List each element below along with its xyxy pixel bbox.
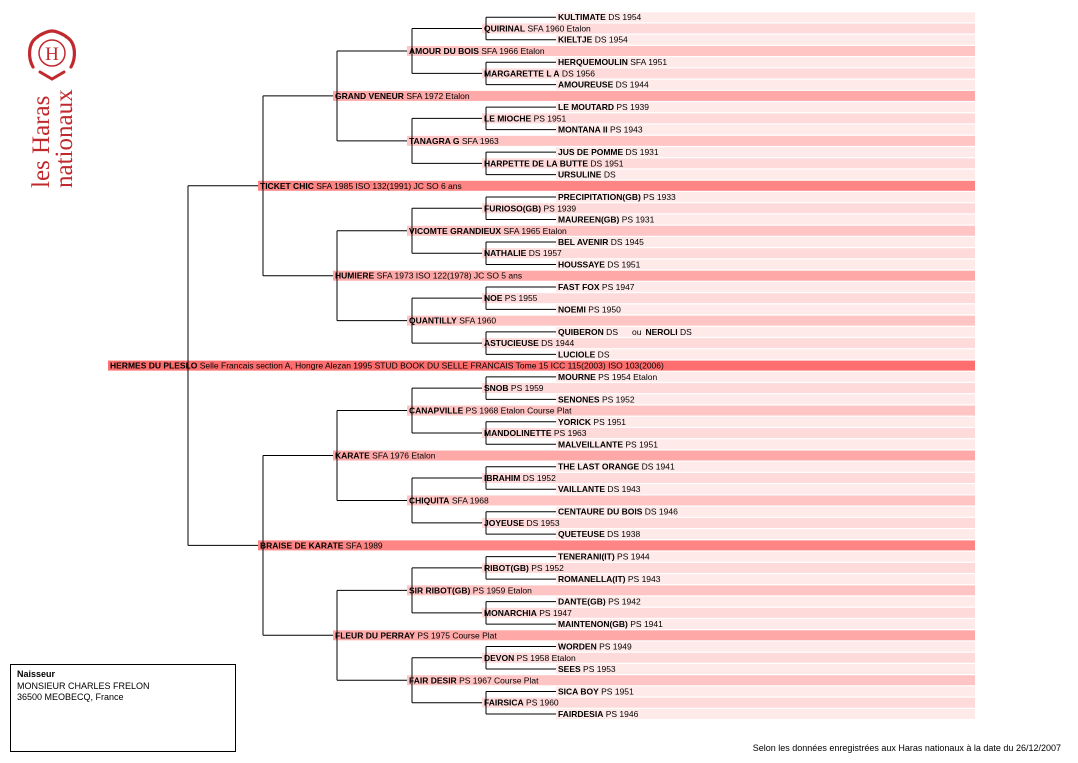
entry-label bbox=[558, 484, 641, 494]
horse-info: SFA 1963 bbox=[459, 135, 499, 146]
entry-label bbox=[409, 406, 572, 416]
horse-name: SENONES bbox=[558, 394, 600, 405]
horse-name: LUCIOLE bbox=[558, 349, 596, 360]
entry-label bbox=[484, 473, 556, 483]
pedigree-entry-gen4 bbox=[482, 473, 975, 483]
horse-name: AMOUREUSE bbox=[558, 79, 614, 90]
horse-info: SFA 1966 Etalon bbox=[478, 45, 545, 56]
horse-name: WORDEN bbox=[558, 641, 597, 652]
horse-name: KULTIMATE bbox=[558, 12, 606, 23]
horse-info: DS bbox=[595, 349, 610, 360]
alt-horse-info: DS bbox=[677, 326, 692, 337]
entry-label bbox=[484, 293, 538, 303]
entry-label bbox=[484, 113, 566, 123]
horse-name: TANAGRA G bbox=[409, 135, 460, 146]
entry-bar bbox=[482, 383, 975, 393]
horse-info: DS 1954 bbox=[605, 12, 642, 23]
horse-info: PS 1931 bbox=[619, 214, 655, 225]
pedigree-entry-gen4 bbox=[482, 293, 975, 303]
horse-info: SFA 1960 Etalon bbox=[525, 23, 591, 34]
horse-name: JUS DE POMME bbox=[558, 147, 624, 158]
horse-info: DS 1954 bbox=[592, 34, 628, 45]
horse-name: FLEUR DU PERRAY bbox=[335, 630, 415, 641]
entry-label bbox=[558, 686, 634, 696]
entry-bar bbox=[482, 293, 975, 303]
entry-label bbox=[558, 304, 621, 314]
entry-label bbox=[558, 80, 649, 90]
horse-name: QUANTILLY bbox=[409, 315, 457, 326]
horse-info: SFA 1972 Etalon bbox=[403, 90, 470, 101]
horse-info: DS 1943 bbox=[605, 484, 641, 495]
entry-label bbox=[409, 585, 532, 595]
horse-name: MAUREEN(GB) bbox=[558, 214, 620, 225]
alt-separator: ou bbox=[631, 326, 642, 337]
pedigree-entry-gen5 bbox=[556, 349, 975, 359]
entry-bar bbox=[482, 473, 975, 483]
horse-info: DS 1956 bbox=[559, 68, 596, 79]
horse-name: HUMIERE bbox=[335, 270, 375, 281]
entry-label bbox=[260, 540, 383, 550]
entry-label bbox=[335, 271, 522, 281]
horse-info: DS 1941 bbox=[639, 461, 675, 472]
horse-name: KIELTJE bbox=[558, 34, 593, 45]
entry-label bbox=[558, 125, 643, 135]
entry-label bbox=[558, 709, 639, 719]
entry-bar bbox=[556, 327, 975, 337]
horse-info: PS 1959 Etalon bbox=[470, 585, 532, 596]
horse-info: DS 1951 bbox=[588, 158, 624, 169]
alt-horse-name: NEROLI bbox=[645, 326, 678, 337]
horse-info: PS 1952 bbox=[528, 562, 564, 573]
entry-label bbox=[558, 664, 616, 674]
horse-info: SFA 1973 ISO 122(1978) JC SO 5 ans bbox=[374, 270, 523, 281]
horse-info: PS 1955 bbox=[502, 293, 538, 304]
entry-bar bbox=[556, 170, 975, 180]
horse-info: SFA 1951 bbox=[627, 57, 668, 68]
horse-name: KARATE bbox=[335, 450, 370, 461]
entry-label bbox=[484, 248, 562, 258]
horse-name: FAIR DESIR bbox=[409, 675, 457, 686]
entry-label bbox=[558, 574, 661, 584]
horse-info: PS 1942 bbox=[605, 596, 641, 607]
horse-name: CANAPVILLE bbox=[409, 405, 464, 416]
entry-label bbox=[484, 563, 564, 573]
horse-info: PS 1947 bbox=[536, 607, 572, 618]
horse-name: BRAISE DE KARATE bbox=[260, 540, 344, 551]
pedigree-entry-gen5 bbox=[556, 170, 975, 180]
horse-info: PS 1954 Etalon bbox=[595, 371, 658, 382]
horse-info: SFA 1976 Etalon bbox=[369, 450, 436, 461]
horse-name: YORICK bbox=[558, 416, 592, 427]
horse-name: THE LAST ORANGE bbox=[558, 461, 640, 472]
entry-label bbox=[484, 68, 595, 78]
horse-name: CENTAURE DU BOIS bbox=[558, 506, 643, 517]
horse-name: FURIOSO(GB) bbox=[484, 203, 542, 214]
horse-name: SICA BOY bbox=[558, 686, 599, 697]
horse-info: PS 1959 bbox=[508, 383, 544, 394]
horse-info: PS 1975 Course Plat bbox=[414, 630, 497, 641]
horse-name: GRAND VENEUR bbox=[335, 90, 404, 101]
breeder-title: Naisseur bbox=[17, 669, 56, 679]
entry-label bbox=[260, 181, 462, 191]
horse-info: PS 1939 bbox=[614, 102, 650, 113]
horse-name: QUIBERON bbox=[558, 326, 604, 337]
entry-label bbox=[558, 394, 635, 404]
horse-info: DS 1952 bbox=[520, 472, 556, 483]
horse-info: DS 1946 bbox=[642, 506, 678, 517]
horse-info: DS 1957 bbox=[526, 248, 562, 259]
entry-label bbox=[558, 12, 642, 22]
horse-info: PS 1951 bbox=[623, 439, 658, 450]
pedigree-entry-gen5 bbox=[556, 327, 975, 337]
entry-label bbox=[409, 136, 499, 146]
horse-info: PS 1967 Course Plat bbox=[456, 675, 539, 686]
horse-name: TENERANI(IT) bbox=[558, 551, 615, 562]
horse-name: NATHALIE bbox=[484, 248, 527, 259]
entry-label bbox=[335, 91, 470, 101]
footer-note: Selon les données enregistrées aux Haras nationaux à la date du 26/12/2007 bbox=[752, 743, 1061, 753]
entry-label bbox=[558, 462, 675, 472]
horse-name: LE MOUTARD bbox=[558, 102, 615, 113]
horse-info: PS 1951 bbox=[598, 686, 634, 697]
horse-name: FAIRSICA bbox=[484, 697, 524, 708]
horse-info: SFA 1989 bbox=[343, 540, 383, 551]
horse-name: MALVEILLANTE bbox=[558, 439, 624, 450]
pedigree-entry-gen5 bbox=[556, 664, 975, 674]
horse-name: HARPETTE DE LA BUTTE bbox=[484, 158, 589, 169]
entry-label bbox=[484, 383, 544, 393]
entry-label bbox=[558, 215, 655, 225]
entry-label bbox=[558, 372, 657, 382]
horse-info: PS 1960 bbox=[523, 697, 559, 708]
horse-name: SNOB bbox=[484, 383, 509, 394]
horse-info: DS 1944 bbox=[538, 338, 575, 349]
entry-label bbox=[558, 282, 635, 292]
entry-label bbox=[558, 237, 644, 247]
horse-info: SFA 1960 bbox=[456, 315, 497, 326]
entry-label bbox=[558, 552, 650, 562]
entry-label bbox=[110, 361, 664, 371]
entry-label bbox=[558, 439, 658, 449]
horse-name: TICKET CHIC bbox=[260, 180, 314, 191]
horse-info: DS 1931 bbox=[623, 147, 659, 158]
entry-label bbox=[484, 428, 587, 438]
logo-text-les-haras: les Haras bbox=[28, 95, 55, 188]
horse-name: DEVON bbox=[484, 652, 515, 663]
horse-info: DS 1945 bbox=[608, 236, 644, 247]
entry-label bbox=[558, 507, 678, 517]
horse-info: PS 1963 bbox=[551, 428, 587, 439]
entry-label bbox=[558, 192, 676, 202]
horse-name: PRECIPITATION(GB) bbox=[558, 192, 641, 203]
entry-label bbox=[409, 226, 567, 236]
horse-info: PS 1944 bbox=[614, 551, 650, 562]
entry-label bbox=[484, 338, 575, 348]
entry-label bbox=[484, 23, 591, 33]
entry-label bbox=[558, 147, 659, 157]
entry-label bbox=[558, 170, 616, 180]
entry-label bbox=[484, 608, 572, 618]
horse-info: PS 1939 bbox=[541, 203, 577, 214]
horse-name: JOYEUSE bbox=[484, 517, 525, 528]
horse-info: DS bbox=[601, 169, 616, 180]
horse-name: CHIQUITA bbox=[409, 495, 450, 506]
entry-label bbox=[335, 630, 497, 640]
horse-info: PS 1946 bbox=[603, 708, 639, 719]
entry-label bbox=[484, 203, 576, 213]
entry-label bbox=[484, 698, 559, 708]
breeder-address: 36500 MEOBECQ, France bbox=[17, 692, 124, 702]
horse-name: SIR RIBOT(GB) bbox=[409, 585, 471, 596]
horse-name: VAILLANTE bbox=[558, 484, 606, 495]
entry-label bbox=[484, 158, 624, 168]
horse-info: SFA 1965 Etalon bbox=[501, 225, 567, 236]
entry-label bbox=[558, 417, 626, 427]
entry-label bbox=[558, 57, 667, 67]
horse-name: MAINTENON(GB) bbox=[558, 619, 628, 630]
horse-info: PS 1968 Etalon Course Plat bbox=[463, 405, 572, 416]
horse-info: DS 1944 bbox=[613, 79, 649, 90]
horse-info: PS 1951 bbox=[591, 416, 627, 427]
entry-label bbox=[409, 495, 489, 505]
entry-label bbox=[484, 518, 560, 528]
entry-label bbox=[335, 451, 436, 461]
pedigree-entry-gen4 bbox=[482, 383, 975, 393]
horse-name: URSULINE bbox=[558, 169, 602, 180]
horse-name: AMOUR DU BOIS bbox=[409, 45, 479, 56]
horse-name: MARGARETTE L A bbox=[484, 68, 560, 79]
entry-label bbox=[558, 349, 610, 359]
horse-info: DS 1951 bbox=[604, 259, 641, 270]
horse-name: NOEMI bbox=[558, 304, 586, 315]
breeder-box bbox=[10, 664, 236, 752]
horse-name: QUETEUSE bbox=[558, 529, 605, 540]
entry-label bbox=[558, 259, 641, 269]
horse-name: ASTUCIEUSE bbox=[484, 338, 539, 349]
horse-info: PS 1950 bbox=[585, 304, 621, 315]
horse-info: SFA 1968 bbox=[449, 495, 489, 506]
horse-name: FAST FOX bbox=[558, 281, 600, 292]
entry-label bbox=[409, 316, 496, 326]
entry-bar bbox=[556, 664, 975, 674]
horse-name: MONTANA II bbox=[558, 124, 608, 135]
horse-name: FAIRDESIA bbox=[558, 708, 604, 719]
horse-info: PS 1943 bbox=[607, 124, 643, 135]
entry-label bbox=[484, 653, 576, 663]
horse-info: DS bbox=[603, 326, 618, 337]
horse-info: PS 1952 bbox=[599, 394, 635, 405]
horse-name: MONARCHIA bbox=[484, 607, 537, 618]
entry-bar bbox=[407, 495, 975, 505]
entry-label bbox=[558, 597, 641, 607]
horse-info: PS 1953 bbox=[580, 664, 616, 675]
horse-info: PS 1949 bbox=[596, 641, 632, 652]
horse-name: LE MIOCHE bbox=[484, 113, 532, 124]
pedigree-entry-gen3 bbox=[407, 495, 975, 505]
entry-label bbox=[558, 642, 632, 652]
horse-name: HERMES DU PLESLO bbox=[110, 360, 198, 371]
breeder-name: MONSIEUR CHARLES FRELON bbox=[17, 680, 150, 691]
horse-info: Selle Francais section A, Hongre Alezan 1995 STUD BOOK DU SELLE FRANCAIS Tome 15 ICC 115(2003) ISO 103(2006) bbox=[197, 360, 664, 371]
horse-name: MOURNE bbox=[558, 371, 596, 382]
entry-bar bbox=[556, 349, 975, 359]
horse-name: HOUSSAYE bbox=[558, 259, 605, 270]
entry-label bbox=[558, 619, 663, 629]
horse-info: DS 1953 bbox=[524, 517, 560, 528]
horse-name: QUIRINAL bbox=[484, 23, 526, 34]
horse-name: DANTE(GB) bbox=[558, 596, 606, 607]
horse-name: RIBOT(GB) bbox=[484, 562, 529, 573]
entry-label bbox=[558, 529, 640, 539]
horse-name: SEES bbox=[558, 664, 581, 675]
horse-info: PS 1958 Etalon bbox=[514, 652, 576, 663]
entry-label bbox=[558, 35, 628, 45]
logo-letter: H bbox=[45, 44, 59, 65]
horse-info: PS 1947 bbox=[599, 281, 635, 292]
horse-info: PS 1951 bbox=[531, 113, 567, 124]
horse-name: IBRAHIM bbox=[484, 472, 521, 483]
entry-label bbox=[409, 675, 539, 685]
horse-name: MANDOLINETTE bbox=[484, 428, 552, 439]
horse-name: ROMANELLA(IT) bbox=[558, 574, 626, 585]
horse-name: VICOMTE GRANDIEUX bbox=[409, 225, 502, 236]
entry-label bbox=[409, 46, 545, 56]
horse-name: BEL AVENIR bbox=[558, 236, 609, 247]
horse-info: SFA 1985 ISO 132(1991) JC SO 6 ans bbox=[313, 180, 462, 191]
horse-info: PS 1933 bbox=[640, 192, 676, 203]
logo-text-nationaux: nationaux bbox=[51, 89, 78, 188]
horse-info: PS 1943 bbox=[625, 574, 661, 585]
horse-name: NOE bbox=[484, 293, 503, 304]
horse-info: DS 1938 bbox=[604, 529, 641, 540]
horse-info: PS 1941 bbox=[627, 619, 663, 630]
entry-label bbox=[558, 102, 649, 112]
horse-name: HERQUEMOULIN bbox=[558, 57, 628, 68]
